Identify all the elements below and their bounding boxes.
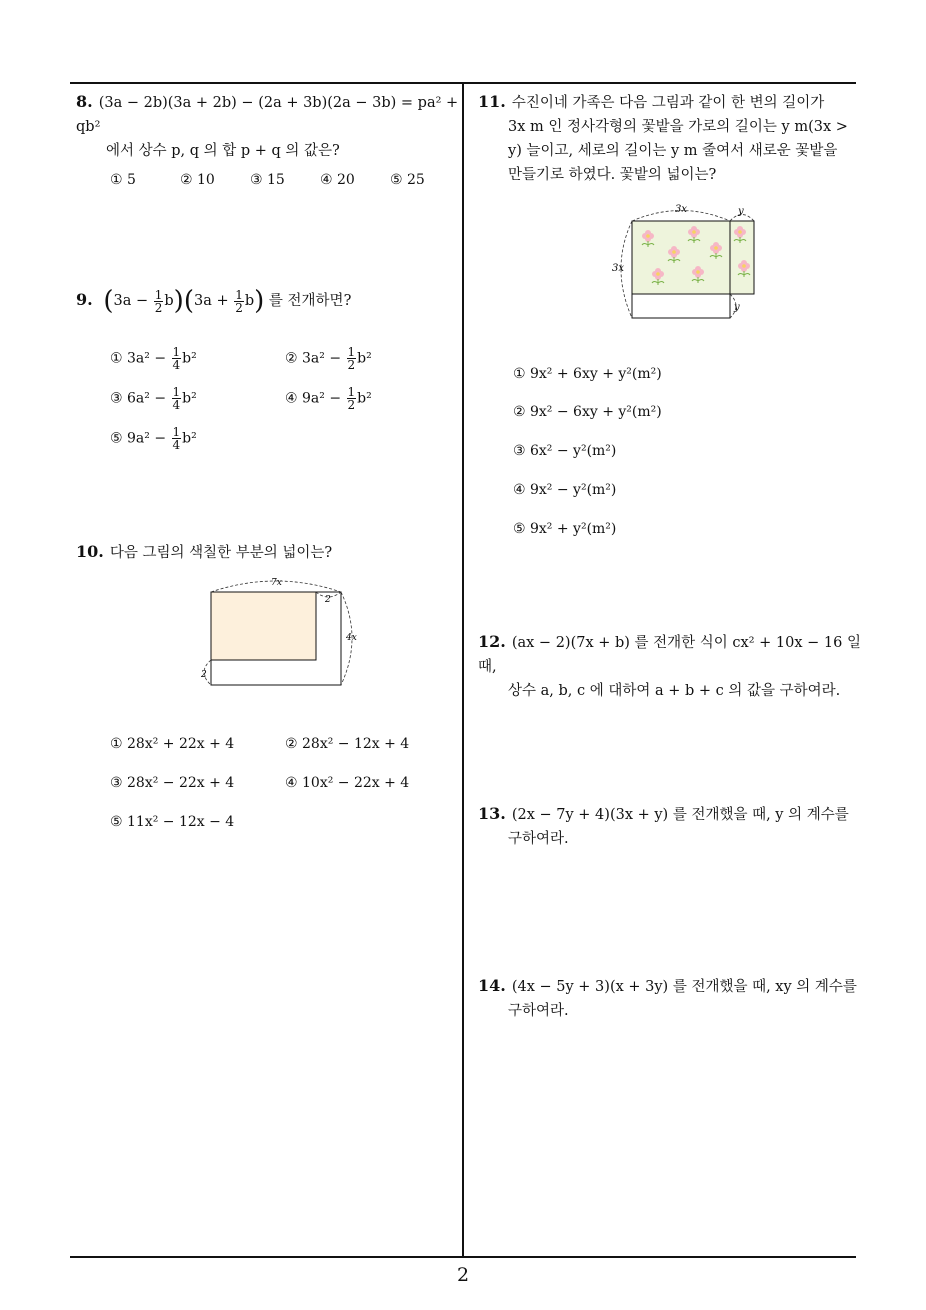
choice-4[interactable]: ④ 10x² − 22x + 4: [285, 775, 410, 791]
variable: b: [164, 293, 174, 309]
question-9: 9. (3a − $\frac{1}{2}$ b)(3a + $\frac{1}{2}$ b) 를 전개하면?: [76, 286, 352, 316]
question-text: (ax − 2)(7x + b) 를 전개한 식이 cx² + 10x − 16 일 때,: [478, 635, 861, 675]
question-text: 에서 상수 p, q 의 합 p + q 의 값은?: [106, 143, 340, 159]
label-7x: 7x: [271, 578, 282, 588]
choice-1[interactable]: ① 3a² − $\frac{1}{4}$ b²: [110, 345, 197, 372]
choice-2[interactable]: ② 3a² − $\frac{1}{2}$ b²: [285, 345, 372, 372]
question-13: [478, 802, 862, 851]
choice-2[interactable]: ② 28x² − 12x + 4: [285, 736, 410, 752]
question-text: 구하여라.: [508, 831, 569, 847]
question-12: [478, 630, 862, 703]
question-11: [478, 90, 858, 187]
variable: b: [244, 293, 255, 309]
label-3x-left: 3x: [612, 263, 625, 274]
bottom-rule: [70, 1256, 856, 1258]
question-text: (2x − 7y + 4)(3x + y) 를 전개했을 때, y 의 계수를: [511, 807, 849, 823]
removed-strip: [632, 294, 730, 318]
question-text: 수진이네 가족은 다음 그림과 같이 한 변의 길이가: [511, 95, 825, 111]
question-text: 구하여라.: [508, 1003, 569, 1019]
choice-3[interactable]: ③ 28x² − 22x + 4: [110, 775, 235, 791]
q11-figure: [606, 200, 766, 322]
choice-2[interactable]: ② 10: [180, 172, 215, 188]
shaded-region: [211, 592, 316, 660]
question-number: 14.: [478, 976, 506, 995]
choice-1[interactable]: ① 5: [110, 172, 136, 188]
question-10: [76, 540, 460, 565]
column-divider: [462, 82, 464, 1258]
choice-3[interactable]: ③ 6x² − y²(m²): [513, 443, 617, 459]
choice-3[interactable]: ③ 15: [250, 172, 285, 188]
question-text: (3a − 2b)(3a + 2b) − (2a + 3b)(2a − 3b) = pa² + qb²: [76, 95, 459, 135]
label-4x: 4x: [346, 633, 357, 643]
label-3x-top: 3x: [675, 204, 688, 215]
fraction: $\frac{1}{2}$: [235, 287, 243, 315]
choice-5[interactable]: ⑤ 11x² − 12x − 4: [110, 814, 235, 830]
choice-3[interactable]: ③ 6a² − $\frac{1}{4}$ b²: [110, 385, 197, 412]
question-number: 9.: [76, 290, 93, 309]
label-2-corner: 2: [325, 595, 331, 605]
question-text: 상수 a, b, c 에 대하여 a + b + c 의 값을 구하여라.: [508, 683, 841, 699]
question-text: 를 전개하면?: [268, 293, 352, 309]
question-number: 10.: [76, 542, 104, 561]
question-8: [76, 90, 460, 163]
choice-4[interactable]: ④ 9x² − y²(m²): [513, 482, 617, 498]
question-text: y) 늘이고, 세로의 길이는 y m 줄여서 새로운 꽃밭을: [508, 143, 838, 159]
q10-figure: [195, 574, 370, 694]
label-2-left: 2: [201, 670, 207, 680]
choice-1[interactable]: ① 28x² + 22x + 4: [110, 736, 235, 752]
label-y-top: y: [738, 206, 744, 217]
question-number: 11.: [478, 92, 506, 111]
question-14: [478, 974, 862, 1023]
question-number: 12.: [478, 632, 506, 651]
choice-4[interactable]: ④ 9a² − $\frac{1}{2}$ b²: [285, 385, 372, 412]
question-text: 만들기로 하였다. 꽃밭의 넓이는?: [508, 167, 717, 183]
question-number: 13.: [478, 804, 506, 823]
choice-2[interactable]: ② 9x² − 6xy + y²(m²): [513, 404, 662, 420]
label-y-bottom: y: [734, 302, 740, 313]
choice-4[interactable]: ④ 20: [320, 172, 355, 188]
choice-1[interactable]: ① 9x² + 6xy + y²(m²): [513, 366, 662, 382]
question-number: 8.: [76, 92, 93, 111]
expr-b: 3a +: [193, 293, 229, 309]
fraction: $\frac{1}{2}$: [154, 287, 163, 315]
question-text: 3x m 인 정사각형의 꽃밭을 가로의 길이는 y m(3x >: [508, 119, 848, 135]
question-text: (4x − 5y + 3)(x + 3y) 를 전개했을 때, xy 의 계수를: [511, 979, 857, 995]
choice-5[interactable]: ⑤ 9x² + y²(m²): [513, 521, 617, 537]
page-number: 2: [456, 1264, 470, 1286]
expr-a: 3a −: [113, 293, 149, 309]
choice-5[interactable]: ⑤ 9a² − $\frac{1}{4}$ b²: [110, 425, 197, 452]
question-text: 다음 그림의 색칠한 부분의 넓이는?: [109, 545, 333, 561]
choice-5[interactable]: ⑤ 25: [390, 172, 425, 188]
